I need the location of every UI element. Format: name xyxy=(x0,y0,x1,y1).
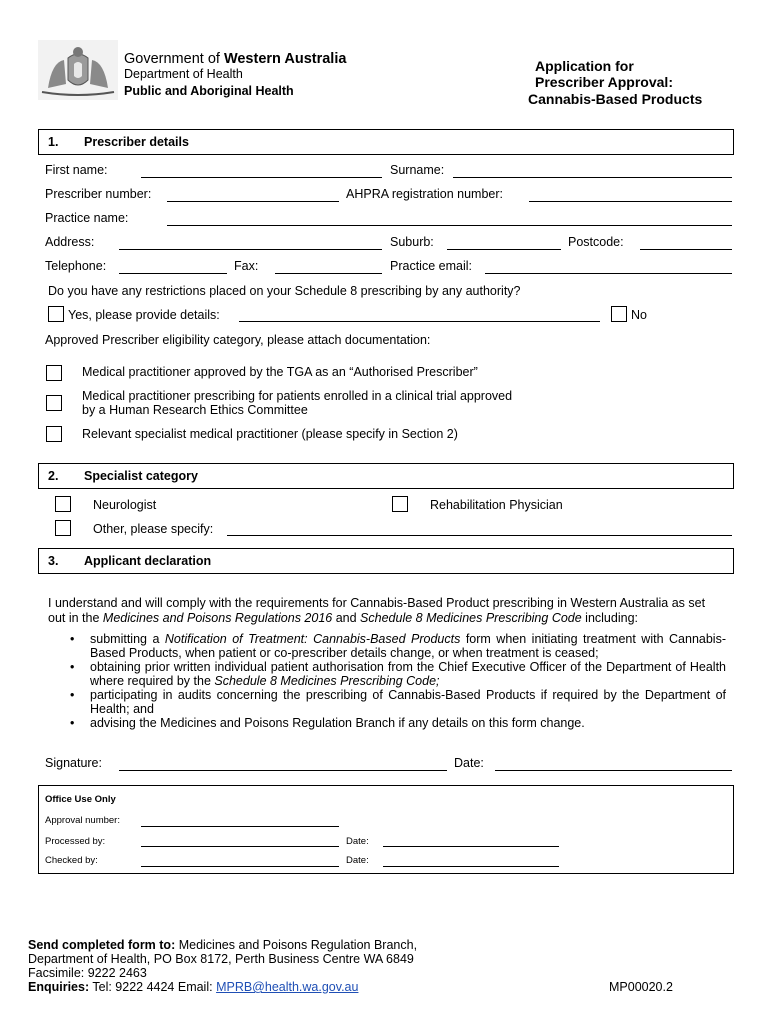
practice-email-field[interactable] xyxy=(485,273,732,274)
declaration-bullet: • advising the Medicines and Poisons Regulation Branch if any details on this form change. xyxy=(90,716,726,730)
rehab-label: Rehabilitation Physician xyxy=(430,498,563,512)
processed-by-field[interactable] xyxy=(141,846,339,847)
declaration-bullet xyxy=(90,660,726,688)
send-to-text: Medicines and Poisons Regulation Branch, xyxy=(175,938,418,952)
wa-coat-of-arms-icon xyxy=(38,40,118,100)
restrictions-yes-label: Yes, please provide details: xyxy=(68,308,220,322)
first-name-label: First name: xyxy=(45,163,108,177)
eligibility-tga-checkbox[interactable] xyxy=(46,365,62,381)
bullet-text: obtaining prior written individual patient authorisation from the Chief Executive Officer of the Department of Health where required by the xyxy=(90,660,726,688)
other-specialty-field[interactable] xyxy=(227,535,732,536)
footer xyxy=(28,938,417,994)
telephone-label: Telephone: xyxy=(45,259,107,273)
practice-email-label: Practice email: xyxy=(390,259,472,273)
bullet-emphasis: Notification of Treatment: Cannabis-Based Products xyxy=(164,632,461,646)
ahpra-label: AHPRA registration number: xyxy=(346,187,504,201)
eligibility-prompt: Approved Prescriber eligibility category, please attach documentation: xyxy=(45,333,431,347)
code-title: Schedule 8 Medicines Prescribing Code xyxy=(360,611,582,625)
bullet-text: submitting a xyxy=(90,632,165,646)
suburb-label: Suburb: xyxy=(390,235,434,249)
email-link[interactable]: MPRB@health.wa.gov.au xyxy=(216,980,359,994)
declaration-intro-line1: I understand and will comply with the requirements for Cannabis-Based Product prescribing in Western Australia as set xyxy=(48,596,706,610)
section-title: Specialist category xyxy=(84,469,198,483)
form-title-line1: Application for xyxy=(535,58,634,74)
postcode-field[interactable] xyxy=(640,249,732,250)
practice-name-field[interactable] xyxy=(167,225,732,226)
gov-state: Western Australia xyxy=(223,51,347,67)
header-logo xyxy=(38,40,368,102)
restrictions-no-label: No xyxy=(631,308,647,322)
checked-date-field[interactable] xyxy=(383,866,559,867)
surname-field[interactable] xyxy=(453,177,732,178)
prescriber-number-field[interactable] xyxy=(167,201,339,202)
declaration-bullet: • participating in audits concerning the prescribing of Cannabis-Based Products if required by the Department of Health; and xyxy=(90,688,726,716)
intro-text: and xyxy=(332,611,361,625)
declaration-date-field[interactable] xyxy=(495,770,732,771)
eligibility-specialist-label: Relevant specialist medical practitioner (please specify in Section 2) xyxy=(82,427,458,441)
surname-label: Surname: xyxy=(390,163,445,177)
practice-name-label: Practice name: xyxy=(45,211,129,225)
eligibility-trial-label-line1: Medical practitioner prescribing for patients enrolled in a clinical trial approved xyxy=(82,389,513,403)
neurologist-label: Neurologist xyxy=(93,498,157,512)
intro-text: including: xyxy=(581,611,638,625)
address-line: Department of Health, PO Box 8172, Perth Business Centre WA 6849 xyxy=(28,952,414,966)
section-title: Prescriber details xyxy=(84,135,189,149)
office-use-title: Office Use Only xyxy=(45,794,116,805)
facsimile-line: Facsimile: 9222 2463 xyxy=(28,966,147,980)
section-2-header xyxy=(38,463,734,489)
declaration-date-label: Date: xyxy=(454,756,484,770)
restrictions-no-checkbox[interactable] xyxy=(611,306,627,322)
department-name: Department of Health xyxy=(124,67,243,81)
gov-prefix: Government of xyxy=(124,51,224,67)
checked-date-label: Date: xyxy=(346,855,369,866)
send-label: Send completed form to: xyxy=(28,938,176,952)
bullet-text: form when initiating treatment with Cannabis-Based Products, when patient or co-prescriber details change, or when treatment is ceased; xyxy=(90,632,726,660)
checked-by-field[interactable] xyxy=(141,866,339,867)
section-title: Applicant declaration xyxy=(84,554,212,568)
section-number: 1. xyxy=(48,135,59,149)
enquiries-line xyxy=(28,980,417,994)
section-number: 3. xyxy=(48,554,59,568)
checked-by-label: Checked by: xyxy=(45,855,98,866)
restrictions-details-field[interactable] xyxy=(239,321,600,322)
form-title-line3: Cannabis-Based Products xyxy=(528,91,703,107)
ahpra-field[interactable] xyxy=(529,201,732,202)
form-title-line2: Prescriber Approval: xyxy=(535,74,673,90)
address-field[interactable] xyxy=(119,249,382,250)
approval-number-field[interactable] xyxy=(141,826,339,827)
prescriber-number-label: Prescriber number: xyxy=(45,187,152,201)
enquiries-text: Tel: 9222 4424 Email: xyxy=(89,980,217,994)
eligibility-trial-checkbox[interactable] xyxy=(46,395,62,411)
declaration-bullet xyxy=(90,632,726,660)
approval-number-label: Approval number: xyxy=(45,815,120,826)
fax-field[interactable] xyxy=(275,273,382,274)
signature-label: Signature: xyxy=(45,756,102,770)
send-to-line xyxy=(28,938,417,952)
restrictions-yes-checkbox[interactable] xyxy=(48,306,64,322)
telephone-field[interactable] xyxy=(119,273,227,274)
enquiries-label: Enquiries: xyxy=(28,980,90,994)
fax-label: Fax: xyxy=(234,259,259,273)
postcode-label: Postcode: xyxy=(568,235,624,249)
form-code: MP00020.2 xyxy=(609,980,673,994)
restrictions-question: Do you have any restrictions placed on your Schedule 8 prescribing by any authority? xyxy=(48,284,521,298)
first-name-field[interactable] xyxy=(141,177,382,178)
processed-date-label: Date: xyxy=(346,836,369,847)
processed-by-label: Processed by: xyxy=(45,836,106,847)
address-label: Address: xyxy=(45,235,95,249)
signature-field[interactable] xyxy=(119,770,447,771)
suburb-field[interactable] xyxy=(447,249,561,250)
other-specialty-label: Other, please specify: xyxy=(93,522,214,536)
office-use-box xyxy=(38,785,734,874)
eligibility-specialist-checkbox[interactable] xyxy=(46,426,62,442)
division-name: Public and Aboriginal Health xyxy=(124,84,294,98)
eligibility-tga-label: Medical practitioner approved by the TGA as an “Authorised Prescriber” xyxy=(82,365,478,379)
section-3-header xyxy=(38,548,734,574)
section-number: 2. xyxy=(48,469,59,483)
declaration-intro-line2 xyxy=(48,611,638,625)
bullet-emphasis: Schedule 8 Medicines Prescribing Code; xyxy=(214,674,440,688)
intro-text: out in the xyxy=(48,611,103,625)
section-1-header xyxy=(38,129,734,155)
declaration-bullets xyxy=(66,632,726,730)
neurologist-checkbox[interactable] xyxy=(55,496,71,512)
rehab-checkbox[interactable] xyxy=(392,496,408,512)
regulations-title: Medicines and Poisons Regulations 2016 xyxy=(102,611,333,625)
eligibility-trial-label-line2: by a Human Research Ethics Committee xyxy=(82,403,308,417)
other-specialty-checkbox[interactable] xyxy=(55,520,71,536)
processed-date-field[interactable] xyxy=(383,846,559,847)
